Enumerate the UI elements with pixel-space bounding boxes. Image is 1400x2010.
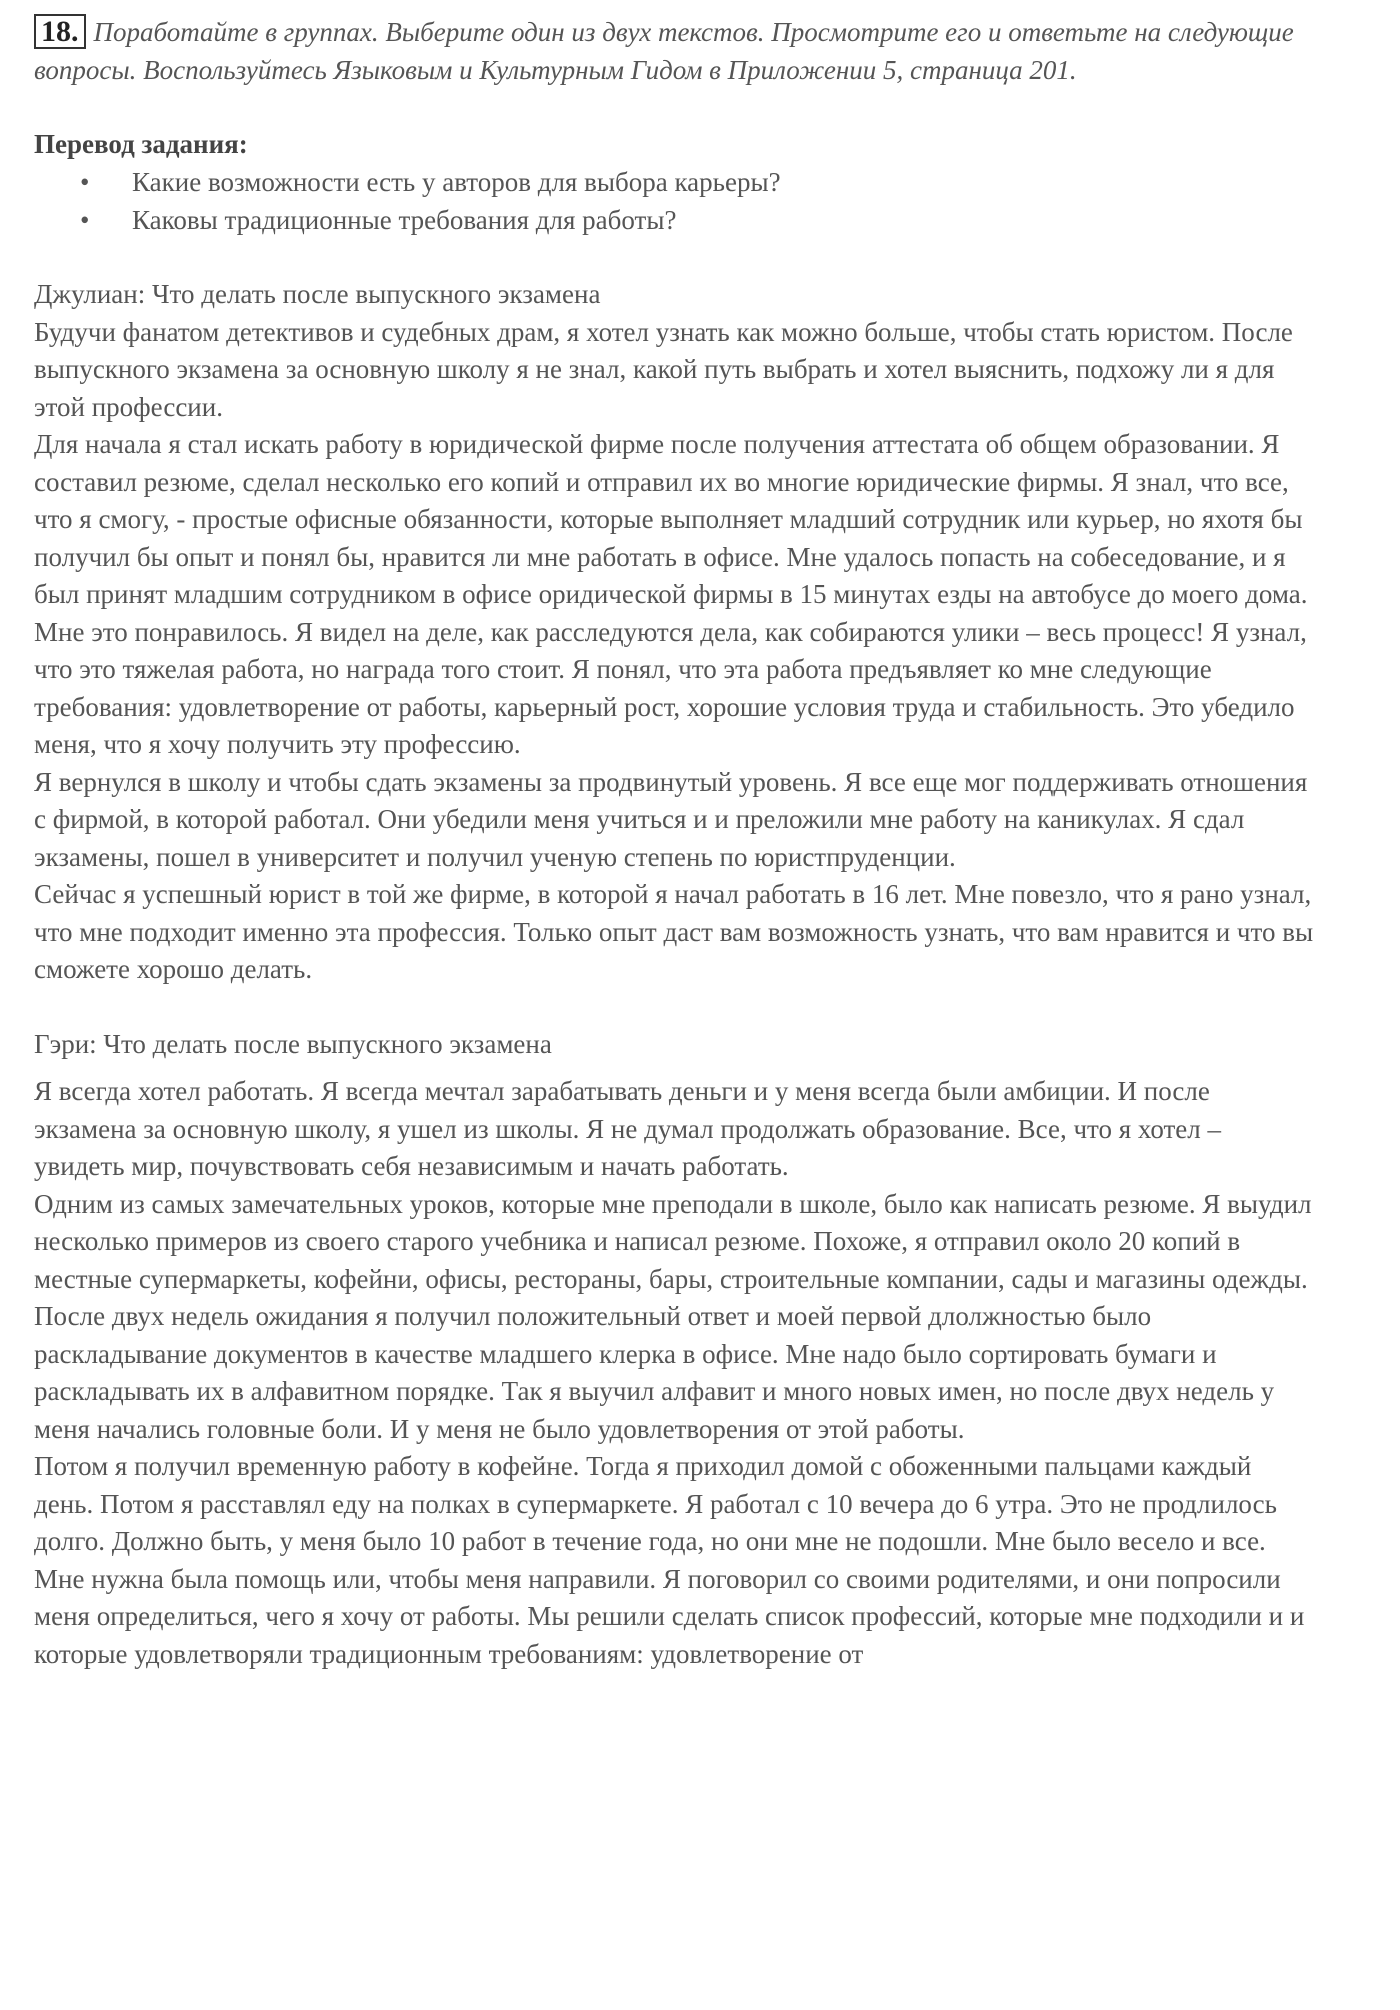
list-item [80,163,1314,201]
story-paragraph: Одним из самых замечательных уроков, которые мне преподали в школе, было как написать резюме. Я выудил несколько примеров из своего старого учебника и написал резюме. Похоже, я отправил около 20 копий в местные супермаркеты, кофейни, офисы, рестораны, бары, строительные компании, сады и магазины одежды. [34,1188,1312,1294]
story-paragraph: После двух недель ожидания я получил положительный ответ и моей первой длолжностью было раскладывание документов в качестве младшего клерка в офисе. Мне надо было сортировать бумаги и раскладывать их в алфавитном порядке. Так я выучил алфавит и много новых имен, но после двух недель у меня начались головные боли. И у меня не было удовлетворения от этой работы. [34,1301,1275,1444]
textbook-page [34,14,1314,1673]
question-text: Каковы традиционные требования для работы? [132,205,677,235]
translation-title: Перевод задания: [34,129,248,159]
bullet-icon: • [80,205,90,235]
task-number: 18. [34,14,86,49]
task-instruction-block [34,14,1314,89]
questions-list [34,163,1314,239]
story-paragraph: Я вернулся в школу и чтобы сдать экзамены за продвинутый уровень. Я все еще мог поддерживать отношения с фирмой, в которой работал. Они убедили меня учиться и и преложили мне работу на каникулах. Я сдал экзамены, пошел в университет и получил ученую степень по юристпруденции. [34,766,1308,872]
list-item [80,201,1314,239]
story-title-gary: Гэри: Что делать после выпускного экзамена [34,1028,552,1059]
story-paragraph: Я всегда хотел работать. Я всегда мечтал зарабатывать деньги и у меня всегда были амбиции. И после экзамена за основную школу, я ушел из школы. Я не думал продолжать образование. Все, что я хотел – увидеть мир, почувствовать себя независимым и начать работать. [34,1076,1222,1181]
bullet-icon: • [80,167,90,197]
task-instruction: Поработайте в группах. Выберите один из двух текстов. Просмотрите его и ответьте на следующие вопросы. Воспользуйтесь Языковым и Культурным Гидом в Приложении 5, страница 201. [34,17,1294,85]
story-paragraph: Для начала я стал искать работу в юридической фирме после получения аттестата об общем образовании. Я составил резюме, сделал несколько его копий и отправил их во многие юридические фирмы. Я знал, что все, что я смогу, - простые офисные обязанности, которые выполняет младший сотрудник или курьер, но яхотя бы получил бы опыт и понял бы, нравится ли мне работать в офисе. Мне удалось попасть на собеседование, и я был принят младшим сотрудником в офисе оридической фирмы в 15 минутах езды на автобусе до моего дома. [34,429,1308,609]
question-text: Какие возможности есть у авторов для выбора карьеры? [132,167,781,197]
story-paragraph: Сейчас я успешный юрист в той же фирме, в которой я начал работать в 16 лет. Мне повезло, что я рано узнал, что мне подходит именно эта профессия. Только опыт даст вам возможность узнать, что вам нравится и что вы сможете хорошо делать. [34,879,1314,984]
story-title-julian: Джулиан: Что делать после выпускного экзамена [34,279,601,309]
story-paragraph: Потом я получил временную работу в кофейне. Тогда я приходил домой с обоженными пальцами каждый день. Потом я расставлял еду на полках в супермаркете. Я работал с 10 вечера до 6 утра. Это не продлилось долго. Должно быть, у меня было 10 работ в течение года, но они мне не подошли. Мне было весело и все. Мне нужна была помощь или, чтобы меня направили. Я поговорил со своими родителями, и они попросили меня определиться, чего я хочу от работы. Мы решили сделать список профессий, которые мне подходили и и которые удовлетворяли традиционным требованиям: удовлетворение от [34,1451,1305,1669]
story-paragraph: Мне это понравилось. Я видел на деле, как расследуются дела, как собираются улики – весь процесс! Я узнал, что это тяжелая работа, но награда того стоит. Я понял, что эта работа предъявляет ко мне следующие требования: удовлетворение от работы, карьерный рост, хорошие условия труда и стабильность. Это убедило меня, что я хочу получить эту профессию. [34,616,1307,759]
story-paragraph: Будучи фанатом детективов и судебных драм, я хотел узнать как можно больше, чтобы стать юристом. После выпускного экзамена за основную школу я не знал, какой путь выбрать и хотел выяснить, подхожу ли я для этой профессии. [34,316,1293,422]
